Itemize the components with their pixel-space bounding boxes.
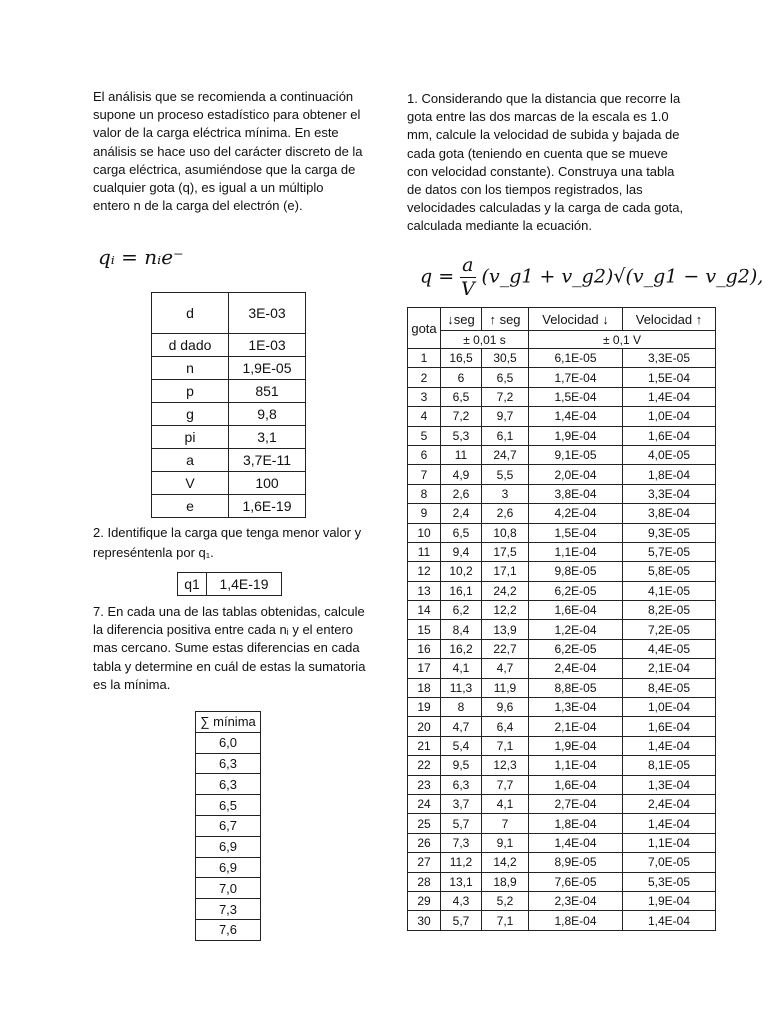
up-time: 30,5	[482, 349, 529, 368]
item-2-text: 2. Identifique la carga que tenga menor valor y represéntenla por q₁.	[93, 525, 362, 560]
drop-row	[408, 891, 716, 910]
velocity-up: 5,3E-05	[623, 872, 716, 891]
drop-number: 7	[408, 465, 441, 484]
drop-row	[408, 349, 716, 368]
down-time: 11,3	[441, 678, 482, 697]
sum-value: 6,3	[196, 774, 261, 795]
item-7-text: 7. En cada una de las tablas obtenidas, calcule la diferencia positiva entre cada nᵢ y el entero mas cercano. Sume estas diferencias en cada tabla y determine en cuál de estas la sumatoria es la mínima.	[93, 604, 366, 692]
drop-row	[408, 620, 716, 639]
velocity-down: 6,2E-05	[529, 639, 623, 658]
up-time: 9,6	[482, 698, 529, 717]
down-time: 5,7	[441, 814, 482, 833]
sum-row	[196, 857, 261, 878]
drop-number: 8	[408, 484, 441, 503]
parameter-row	[152, 357, 306, 380]
drop-number: 16	[408, 639, 441, 658]
velocity-down: 1,9E-04	[529, 736, 623, 755]
parameter-row	[152, 293, 306, 334]
velocity-up: 5,7E-05	[623, 542, 716, 561]
up-time: 4,7	[482, 659, 529, 678]
drop-row	[408, 484, 716, 503]
drop-number: 10	[408, 523, 441, 542]
header-down-time: ↓seg	[441, 308, 482, 331]
parameter-value: 851	[229, 380, 306, 403]
sum-value: 6,3	[196, 753, 261, 774]
drop-number: 25	[408, 814, 441, 833]
parameter-key: p	[152, 380, 229, 403]
down-time: 8,4	[441, 620, 482, 639]
down-time: 13,1	[441, 872, 482, 891]
velocity-up: 1,0E-04	[623, 407, 716, 426]
drop-number: 26	[408, 833, 441, 852]
velocity-down: 4,2E-04	[529, 504, 623, 523]
sum-value: 7,3	[196, 899, 261, 920]
parameters-table	[151, 292, 306, 518]
up-time: 18,9	[482, 872, 529, 891]
down-time: 5,3	[441, 426, 482, 445]
velocity-up: 8,4E-05	[623, 678, 716, 697]
drop-row	[408, 445, 716, 464]
velocity-up: 1,6E-04	[623, 426, 716, 445]
down-time: 16,2	[441, 639, 482, 658]
intro-paragraph: El análisis que se recomienda a continuación supone un proceso estadístico para obtener el valor de la carga eléctrica mínima. En este análisis se hace uso del carácter discreto de la carga eléctrica, asumiéndose que la carga de cualquier gota (q), es igual a un múltiplo entero n de la carga del electrón (e).	[93, 89, 363, 214]
velocity-up: 1,4E-04	[623, 387, 716, 406]
velocity-up: 1,5E-04	[623, 368, 716, 387]
up-time: 10,8	[482, 523, 529, 542]
velocity-up: 8,1E-05	[623, 756, 716, 775]
parameter-row	[152, 449, 306, 472]
drop-row	[408, 698, 716, 717]
drops-data-table	[407, 307, 716, 931]
up-time: 12,2	[482, 601, 529, 620]
velocity-down: 1,8E-04	[529, 911, 623, 930]
down-time: 4,1	[441, 659, 482, 678]
charge-formula-left: qᵢ = nᵢe⁻	[98, 245, 184, 269]
down-time: 16,5	[441, 349, 482, 368]
drop-row	[408, 601, 716, 620]
up-time: 5,2	[482, 891, 529, 910]
velocity-up: 1,3E-04	[623, 775, 716, 794]
parameter-key: g	[152, 403, 229, 426]
velocity-up: 8,2E-05	[623, 601, 716, 620]
parameter-value: 1,6E-19	[229, 495, 306, 518]
drop-number: 14	[408, 601, 441, 620]
q1-label: q1	[178, 573, 207, 596]
velocity-down: 1,5E-04	[529, 523, 623, 542]
sum-row	[196, 919, 261, 940]
drop-row	[408, 911, 716, 930]
velocity-up: 3,3E-05	[623, 349, 716, 368]
parameter-value: 9,8	[229, 403, 306, 426]
drop-row	[408, 678, 716, 697]
up-time: 9,7	[482, 407, 529, 426]
velocity-up: 5,8E-05	[623, 562, 716, 581]
up-time: 6,5	[482, 368, 529, 387]
up-time: 7,1	[482, 911, 529, 930]
drop-number: 5	[408, 426, 441, 445]
drop-row	[408, 542, 716, 561]
drop-number: 20	[408, 717, 441, 736]
drop-row	[408, 794, 716, 813]
down-time: 7,3	[441, 833, 482, 852]
velocity-down: 9,8E-05	[529, 562, 623, 581]
down-time: 4,7	[441, 717, 482, 736]
velocity-up: 1,4E-04	[623, 814, 716, 833]
velocity-down: 2,7E-04	[529, 794, 623, 813]
velocity-down: 1,2E-04	[529, 620, 623, 639]
velocity-up: 1,0E-04	[623, 698, 716, 717]
velocity-up: 3,8E-04	[623, 504, 716, 523]
up-time: 12,3	[482, 756, 529, 775]
drop-row	[408, 756, 716, 775]
parameter-row	[152, 426, 306, 449]
parameter-key: d dado	[152, 334, 229, 357]
up-time: 14,2	[482, 853, 529, 872]
velocity-up: 1,4E-04	[623, 911, 716, 930]
down-time: 9,4	[441, 542, 482, 561]
parameter-row	[152, 380, 306, 403]
drop-row	[408, 853, 716, 872]
sum-row	[196, 732, 261, 753]
velocity-up: 1,6E-04	[623, 717, 716, 736]
drop-number: 19	[408, 698, 441, 717]
up-time: 6,1	[482, 426, 529, 445]
formula-denominator: V	[460, 278, 475, 300]
drop-number: 29	[408, 891, 441, 910]
velocity-up: 1,9E-04	[623, 891, 716, 910]
velocity-up: 4,1E-05	[623, 581, 716, 600]
drop-number: 15	[408, 620, 441, 639]
velocity-down: 2,0E-04	[529, 465, 623, 484]
drop-row	[408, 407, 716, 426]
sum-value: 6,7	[196, 815, 261, 836]
parameter-key: d	[152, 293, 229, 334]
velocity-down: 1,1E-04	[529, 542, 623, 561]
velocity-down: 8,9E-05	[529, 853, 623, 872]
sum-value: 6,5	[196, 795, 261, 816]
drop-row	[408, 775, 716, 794]
up-time: 4,1	[482, 794, 529, 813]
formula-fraction	[460, 256, 475, 299]
drop-row	[408, 581, 716, 600]
charge-formula-right	[420, 256, 763, 299]
down-time: 4,9	[441, 465, 482, 484]
down-time: 6,5	[441, 523, 482, 542]
drop-number: 22	[408, 756, 441, 775]
up-time: 2,6	[482, 504, 529, 523]
drop-number: 21	[408, 736, 441, 755]
velocity-up: 1,4E-04	[623, 736, 716, 755]
up-time: 24,7	[482, 445, 529, 464]
minimum-sum-table	[195, 711, 261, 941]
up-time: 24,2	[482, 581, 529, 600]
item-1-text: 1. Considerando que la distancia que recorre la gota entre las dos marcas de la escala es 1.0 mm, calcule la velocidad de subida y bajada de cada gota (teniendo en cuenta que se mueve con velocidad constante). Construya una tabla de datos con los tiempos registrados, las velocidades calculadas y la carga de cada gota, calculada mediante la ecuación.	[407, 91, 684, 234]
velocity-down: 3,8E-04	[529, 484, 623, 503]
down-time: 2,4	[441, 504, 482, 523]
velocity-up: 4,0E-05	[623, 445, 716, 464]
drop-number: 4	[408, 407, 441, 426]
formula-numerator: a	[462, 254, 474, 276]
parameter-value: 1,9E-05	[229, 357, 306, 380]
up-time: 7	[482, 814, 529, 833]
drop-row	[408, 717, 716, 736]
down-time: 7,2	[441, 407, 482, 426]
drop-row	[408, 368, 716, 387]
down-time: 8	[441, 698, 482, 717]
formula-body: (v_g1 + v_g2)√(v_g1 − v_g2),	[481, 265, 764, 288]
unit-velocity: ± 0,1 V	[529, 331, 716, 349]
down-time: 10,2	[441, 562, 482, 581]
parameter-key: e	[152, 495, 229, 518]
velocity-down: 1,9E-04	[529, 426, 623, 445]
drop-row	[408, 814, 716, 833]
drop-row	[408, 659, 716, 678]
velocity-up: 2,4E-04	[623, 794, 716, 813]
down-time: 9,5	[441, 756, 482, 775]
down-time: 5,7	[441, 911, 482, 930]
drop-number: 9	[408, 504, 441, 523]
up-time: 6,4	[482, 717, 529, 736]
drop-row	[408, 639, 716, 658]
unit-time: ± 0,01 s	[441, 331, 529, 349]
velocity-down: 1,1E-04	[529, 756, 623, 775]
drop-row	[408, 426, 716, 445]
down-time: 11	[441, 445, 482, 464]
drop-number: 12	[408, 562, 441, 581]
velocity-down: 8,8E-05	[529, 678, 623, 697]
drop-row	[408, 465, 716, 484]
drop-number: 6	[408, 445, 441, 464]
velocity-up: 2,1E-04	[623, 659, 716, 678]
drop-row	[408, 562, 716, 581]
velocity-down: 6,2E-05	[529, 581, 623, 600]
drop-number: 3	[408, 387, 441, 406]
drop-number: 24	[408, 794, 441, 813]
velocity-up: 4,4E-05	[623, 639, 716, 658]
velocity-down: 1,4E-04	[529, 833, 623, 852]
parameter-value: 1E-03	[229, 334, 306, 357]
velocity-down: 1,6E-04	[529, 601, 623, 620]
parameter-key: n	[152, 357, 229, 380]
drop-number: 13	[408, 581, 441, 600]
header-velocity-up: Velocidad ↑	[623, 308, 716, 331]
down-time: 5,4	[441, 736, 482, 755]
up-time: 7,1	[482, 736, 529, 755]
velocity-down: 1,7E-04	[529, 368, 623, 387]
parameter-row	[152, 403, 306, 426]
up-time: 22,7	[482, 639, 529, 658]
parameter-key: pi	[152, 426, 229, 449]
formula-lhs: q =	[420, 265, 455, 288]
drop-number: 27	[408, 853, 441, 872]
velocity-up: 1,8E-04	[623, 465, 716, 484]
sum-value: 7,6	[196, 919, 261, 940]
sum-value: 6,9	[196, 857, 261, 878]
up-time: 3	[482, 484, 529, 503]
sum-value: 7,0	[196, 878, 261, 899]
down-time: 16,1	[441, 581, 482, 600]
down-time: 6,2	[441, 601, 482, 620]
down-time: 6	[441, 368, 482, 387]
velocity-down: 1,5E-04	[529, 387, 623, 406]
velocity-down: 1,3E-04	[529, 698, 623, 717]
up-time: 17,5	[482, 542, 529, 561]
parameter-key: a	[152, 449, 229, 472]
down-time: 4,3	[441, 891, 482, 910]
up-time: 11,9	[482, 678, 529, 697]
velocity-up: 7,2E-05	[623, 620, 716, 639]
drop-number: 1	[408, 349, 441, 368]
velocity-up: 1,1E-04	[623, 833, 716, 852]
down-time: 2,6	[441, 484, 482, 503]
down-time: 3,7	[441, 794, 482, 813]
sum-header: ∑ mínima	[196, 712, 261, 733]
velocity-down: 2,3E-04	[529, 891, 623, 910]
velocity-down: 2,1E-04	[529, 717, 623, 736]
velocity-down: 6,1E-05	[529, 349, 623, 368]
velocity-down: 7,6E-05	[529, 872, 623, 891]
drop-number: 18	[408, 678, 441, 697]
drop-number: 30	[408, 911, 441, 930]
down-time: 6,5	[441, 387, 482, 406]
sum-row	[196, 774, 261, 795]
up-time: 13,9	[482, 620, 529, 639]
q1-value: 1,4E-19	[207, 573, 282, 596]
velocity-down: 2,4E-04	[529, 659, 623, 678]
sum-value: 6,0	[196, 732, 261, 753]
drop-row	[408, 387, 716, 406]
velocity-up: 9,3E-05	[623, 523, 716, 542]
header-gota: gota	[408, 308, 441, 349]
velocity-down: 1,6E-04	[529, 775, 623, 794]
parameter-row	[152, 472, 306, 495]
down-time: 11,2	[441, 853, 482, 872]
drop-number: 17	[408, 659, 441, 678]
parameter-value: 3,1	[229, 426, 306, 449]
drop-number: 23	[408, 775, 441, 794]
velocity-down: 1,4E-04	[529, 407, 623, 426]
drop-number: 28	[408, 872, 441, 891]
drop-row	[408, 504, 716, 523]
up-time: 17,1	[482, 562, 529, 581]
q1-table	[177, 572, 282, 596]
sum-row	[196, 878, 261, 899]
velocity-down: 1,8E-04	[529, 814, 623, 833]
up-time: 7,7	[482, 775, 529, 794]
up-time: 9,1	[482, 833, 529, 852]
up-time: 5,5	[482, 465, 529, 484]
drop-row	[408, 523, 716, 542]
velocity-down: 9,1E-05	[529, 445, 623, 464]
parameter-key: V	[152, 472, 229, 495]
header-velocity-down: Velocidad ↓	[529, 308, 623, 331]
up-time: 7,2	[482, 387, 529, 406]
header-up-time: ↑ seg	[482, 308, 529, 331]
velocity-up: 3,3E-04	[623, 484, 716, 503]
sum-value: 6,9	[196, 836, 261, 857]
drop-row	[408, 736, 716, 755]
drop-row	[408, 833, 716, 852]
sum-row	[196, 836, 261, 857]
parameter-row	[152, 495, 306, 518]
drop-number: 11	[408, 542, 441, 561]
sum-row	[196, 753, 261, 774]
parameter-value: 100	[229, 472, 306, 495]
sum-row	[196, 815, 261, 836]
drop-row	[408, 872, 716, 891]
drop-number: 2	[408, 368, 441, 387]
parameter-row	[152, 334, 306, 357]
sum-row	[196, 899, 261, 920]
sum-row	[196, 795, 261, 816]
parameter-value: 3,7E-11	[229, 449, 306, 472]
parameter-value: 3E-03	[229, 293, 306, 334]
down-time: 6,3	[441, 775, 482, 794]
velocity-up: 7,0E-05	[623, 853, 716, 872]
